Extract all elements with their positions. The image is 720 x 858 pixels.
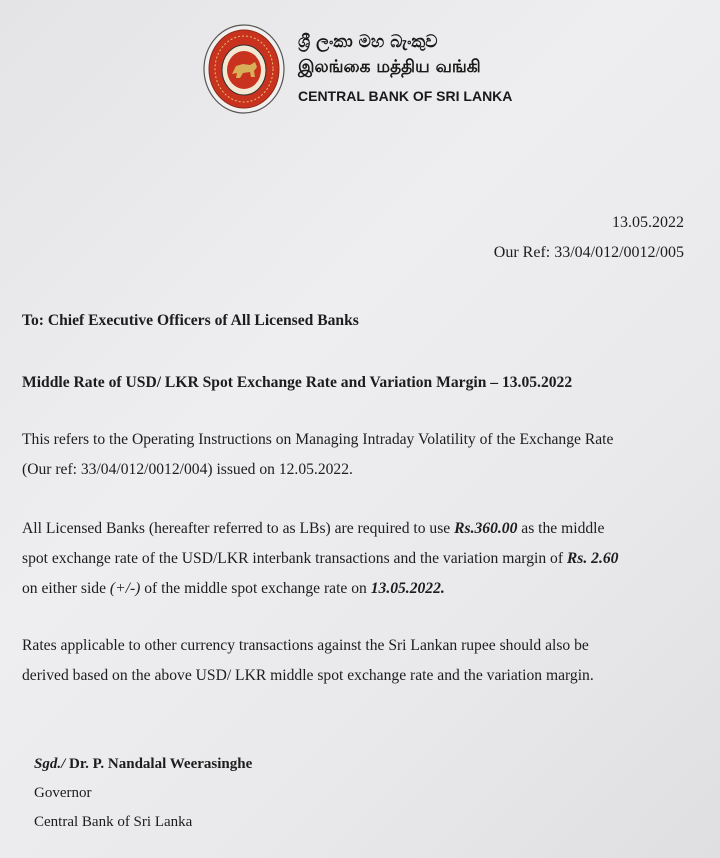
letter-date: 13.05.2022 (612, 214, 684, 231)
signatory-organization: Central Bank of Sri Lanka (34, 814, 193, 830)
signatory-line (34, 750, 252, 779)
paragraph-3-line-2: derived based on the above USD/ LKR middle spot exchange rate and the variation margin. (22, 667, 594, 684)
paragraph-2 (22, 514, 692, 604)
paragraph-1-line-2: (Our ref: 33/04/012/0012/004) issued on 12.05.2022. (22, 461, 353, 478)
paragraph-2-line-2 (22, 544, 692, 574)
p2-text: as the middle (517, 520, 605, 537)
paragraph-2-line-1 (22, 514, 692, 544)
signatory-title: Governor (34, 785, 92, 801)
p2-text: All Licensed Banks (hereafter referred to as LBs) are required to use (22, 520, 455, 537)
subject-line: Middle Rate of USD/ LKR Spot Exchange Rate and Variation Margin – 13.05.2022 (22, 374, 573, 391)
effective-date: 13.05.2022. (370, 580, 445, 597)
central-bank-seal-icon (203, 24, 285, 114)
p2-text: spot exchange rate of the USD/LKR interbank transactions and the variation margin of (22, 550, 567, 567)
paragraph-2-line-3 (22, 574, 692, 604)
signed-prefix: Sgd./ (34, 756, 66, 772)
bank-letterhead (298, 30, 512, 104)
plus-minus-sign: (+/-) (109, 580, 141, 597)
paragraph-3 (22, 631, 692, 691)
bank-name-tamil: இலங்கை மத்திய வங்கி (298, 57, 481, 77)
paragraph-3-line-1: Rates applicable to other currency transactions against the Sri Lankan rupee should also be (22, 637, 589, 654)
p2-text: of the middle spot exchange rate on (140, 580, 371, 597)
paragraph-1-line-1: This refers to the Operating Instructions on Managing Intraday Volatility of the Exchange Rate (22, 431, 614, 448)
p2-text: on either side (22, 580, 110, 597)
bank-name-sinhala: ශ්‍රී ලංකා මහ බැංකුව (298, 32, 438, 52)
paragraph-1 (22, 425, 692, 485)
addressee: To: Chief Executive Officers of All Licensed Banks (22, 312, 359, 329)
variation-margin-value: Rs. 2.60 (566, 550, 619, 567)
reference-number: Our Ref: 33/04/012/0012/005 (493, 244, 684, 261)
signatory-name: Dr. P. Nandalal Weerasinghe (65, 756, 253, 772)
middle-rate-value: Rs.360.00 (454, 520, 518, 537)
bank-name-english: CENTRAL BANK OF SRI LANKA (298, 88, 513, 104)
signature-block (34, 750, 252, 837)
